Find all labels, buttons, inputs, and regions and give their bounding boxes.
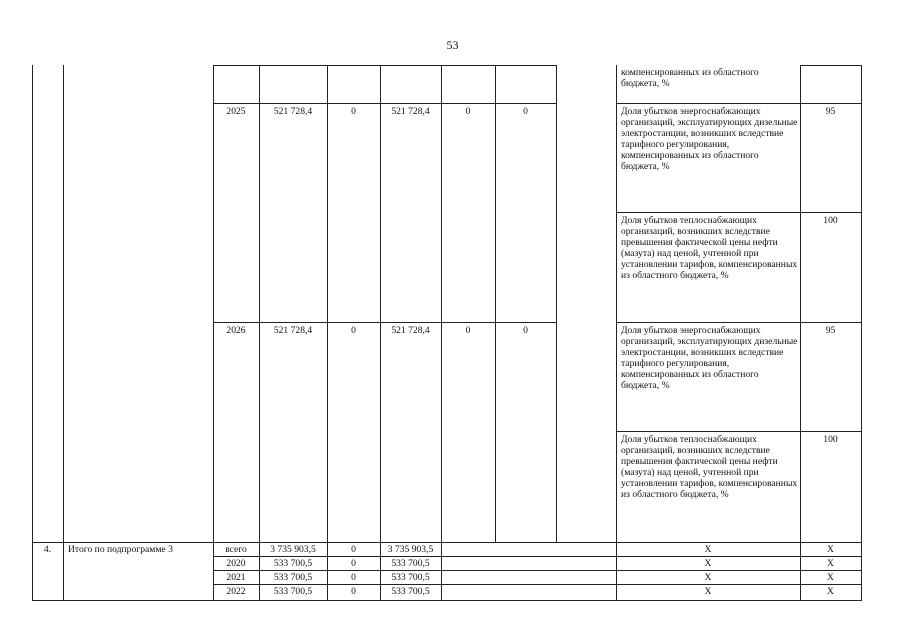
federal-cell: 0 (351, 558, 356, 569)
value-x: X (827, 558, 834, 569)
indicator-text: Доля убытков энергоснабжающих организаций, эксплуатирующих дизельные электростанции, возникших вследствие тарифного регулирования, компенсированных из областного бюджета, % (621, 325, 798, 391)
regional-cell: 533 700,5 (391, 572, 430, 583)
row-line-2025-a (213, 103, 557, 104)
indicator-text: Доля убытков теплоснабжающих организаций, возникших вследствие превышения фактической цены нефти (мазута) над ценой, учтенной при установлении тарифов, компенсированных из областного бюджета, % (621, 434, 798, 500)
year-cell: 2022 (226, 586, 246, 597)
row-line-2026-a (213, 322, 557, 323)
local-cell: 0 (465, 325, 471, 336)
indicator-x: X (704, 558, 712, 569)
year-cell: 2025 (226, 106, 246, 117)
year-cell: 2020 (226, 558, 246, 569)
table-border-bottom (32, 600, 862, 601)
row-line-top-a (213, 65, 557, 66)
value-x: X (827, 586, 834, 597)
row-line-2026-b (616, 322, 862, 323)
indicator-text: Доля убытков теплоснабжающих организаций, возникших вследствие превышения фактической цены нефти (мазута) над ценой, учтенной при установлении тарифов, компенсированных из областного бюджета, % (621, 215, 798, 281)
row-line-2025-ind (616, 212, 862, 213)
row-line-total-1 (213, 556, 862, 557)
indicator-value: 95 (825, 106, 836, 117)
regional-cell: 521 728,4 (391, 106, 430, 117)
federal-cell: 0 (351, 325, 356, 336)
value-x: X (827, 572, 834, 583)
total-cell: 533 700,5 (273, 558, 313, 569)
section-number: 4. (43, 544, 52, 555)
indicator-value: 100 (823, 434, 838, 445)
federal-cell: 0 (351, 106, 356, 117)
col-line-number (63, 65, 64, 601)
col-line-local (495, 65, 496, 543)
federal-cell: 0 (351, 586, 356, 597)
regional-cell: 3 735 903,5 (387, 544, 434, 555)
total-cell: 521 728,4 (273, 106, 313, 117)
local-cell: 0 (465, 106, 471, 117)
total-cell: 533 700,5 (273, 572, 313, 583)
row-line-total-top (32, 542, 862, 543)
total-cell: 3 735 903,5 (270, 544, 316, 555)
row-line-total-3 (213, 584, 862, 585)
continuation-indicator-text: компенсированных из областного бюджета, % (621, 67, 759, 89)
indicator-value: 100 (823, 215, 838, 226)
regional-cell: 533 700,5 (391, 558, 430, 569)
regional-cell: 521 728,4 (391, 325, 430, 336)
federal-cell: 0 (351, 544, 356, 555)
col-line-other (556, 65, 557, 543)
table-border-right (861, 65, 862, 601)
indicator-value: 95 (825, 325, 836, 336)
section-name: Итого по подпрограмме 3 (68, 544, 173, 555)
total-cell: 533 700,5 (273, 586, 313, 597)
page-number: 53 (446, 38, 459, 52)
indicator-text: Доля убытков энергоснабжающих организаций, эксплуатирующих дизельные электростанции, возникших вследствие тарифного регулирования, компенсированных из областного бюджета, % (621, 106, 798, 172)
other-cell: 0 (523, 106, 528, 117)
value-x: X (827, 544, 834, 555)
row-line-2025-b (616, 103, 862, 104)
indicator-x: X (704, 586, 712, 597)
row-line-total-2 (213, 570, 862, 571)
year-cell: 2026 (226, 325, 246, 336)
regional-cell: 533 700,5 (391, 586, 430, 597)
indicator-x: X (704, 544, 712, 555)
other-cell: 0 (523, 325, 528, 336)
row-line-top-b (800, 65, 862, 66)
table-border-left (32, 65, 33, 601)
indicator-x: X (704, 572, 712, 583)
year-cell: всего (225, 544, 247, 555)
row-line-2026-ind (616, 431, 862, 432)
federal-cell: 0 (351, 572, 356, 583)
year-cell: 2021 (226, 572, 246, 583)
total-cell: 521 728,4 (273, 325, 313, 336)
